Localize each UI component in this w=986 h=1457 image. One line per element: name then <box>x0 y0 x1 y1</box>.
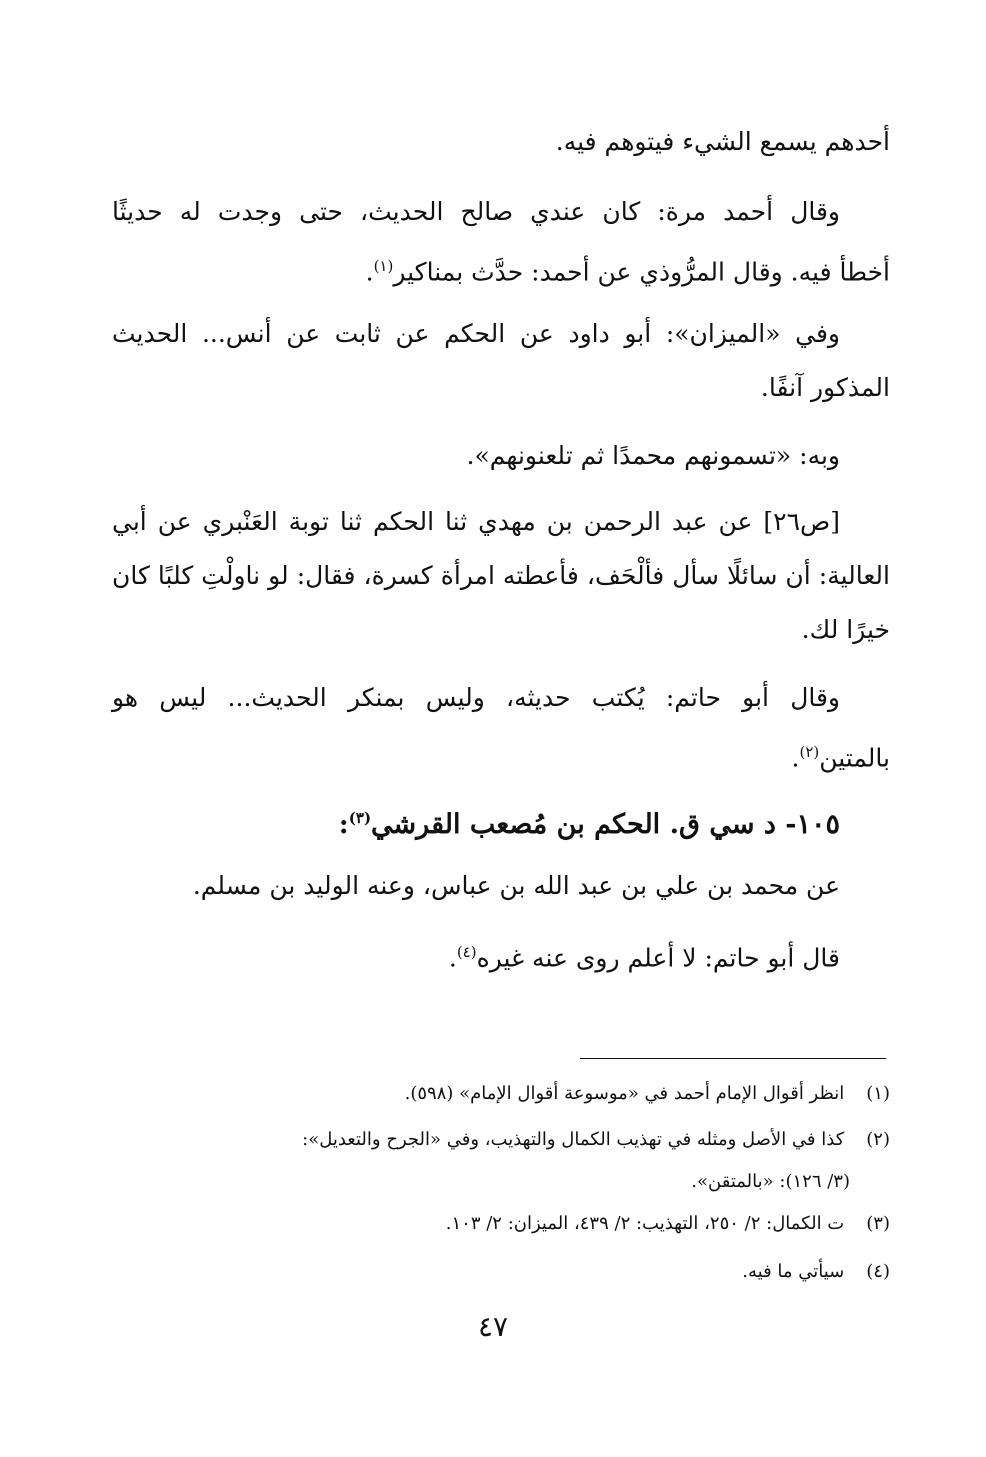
footnote-text: ت الكمال: ٢/ ٢٥٠، التهذيب: ٢/ ٤٣٩، الميزان: ٢/ ١٠٣. <box>445 1213 845 1234</box>
footnote-separator <box>580 1058 886 1059</box>
footnote-ref-1: (١) <box>373 257 394 275</box>
footnote-2-continued <box>96 1168 850 1196</box>
entry-line-1 <box>112 868 840 904</box>
entry-title <box>112 800 840 843</box>
body-line-6 <box>112 438 840 474</box>
body-line-9 <box>112 612 890 648</box>
body-line-1 <box>112 124 890 160</box>
entry-title-text: ١٠٥- د سي ق. الحكم بن مُصعب القرشي <box>371 809 840 840</box>
body-text-10: وقال أبو حاتم: يُكتب حديثه، وليس بمنكر الحديث... ليس هو <box>112 683 840 712</box>
entry-text-1: عن محمد بن علي بن عبد الله بن عباس، وعنه الوليد بن مسلم. <box>192 871 840 900</box>
body-line-5 <box>112 370 890 406</box>
body-text-9: خيرًا لك. <box>801 615 890 644</box>
footnote-number: (٤) <box>866 1261 890 1282</box>
footnote-ref-2: (٢) <box>799 743 820 761</box>
entry-title-tail: : <box>338 809 349 840</box>
body-text-2: وقال أحمد مرة: كان عندي صالح الحديث، حتى وجدت له حديثًا <box>112 197 840 226</box>
body-text-8: العالية: أن سائلًا سأل فألْحَف، فأعطته امرأة كسرة، فقال: لو ناولْتِ كلبًا كان <box>112 561 890 590</box>
footnote-2 <box>96 1126 890 1154</box>
body-text-3: أخطأ فيه. وقال المرُّوذي عن أحمد: حدَّث بمناكير <box>393 257 890 287</box>
footnote-text: (٣/ ١٢٦): «بالمتقن». <box>691 1171 850 1192</box>
footnote-4 <box>96 1258 890 1286</box>
body-text-6: وبه: «تسمونهم محمدًا ثم تلعنونهم». <box>466 441 840 470</box>
footnote-number: (١) <box>866 1083 890 1104</box>
body-text-4: وفي «الميزان»: أبو داود عن الحكم عن ثابت عن أنس... الحديث <box>112 319 840 348</box>
body-text-3-tail: . <box>365 257 374 287</box>
entry-text-2-tail: . <box>448 943 457 973</box>
footnote-ref-4: (٤) <box>456 943 477 961</box>
body-line-7 <box>112 504 840 540</box>
body-text-11-tail: . <box>791 743 800 773</box>
footnote-3 <box>96 1210 890 1238</box>
footnote-1 <box>96 1080 890 1108</box>
entry-text-2: قال أبو حاتم: لا أعلم روى عنه غيره <box>476 943 840 973</box>
footnote-ref-3: (٣) <box>348 809 372 827</box>
body-line-11 <box>112 734 890 776</box>
body-text-11: بالمتين <box>819 743 890 773</box>
footnote-text: انظر أقوال الإمام أحمد في «موسوعة أقوال الإمام» (٥٩٨). <box>404 1083 845 1104</box>
body-line-3 <box>112 248 890 290</box>
page-number: ٤٧ <box>477 1310 509 1343</box>
footnote-number: (٢) <box>866 1129 890 1150</box>
entry-line-2 <box>112 934 840 976</box>
body-line-10 <box>112 680 840 716</box>
body-text-7: [ص٢٦] عن عبد الرحمن بن مهدي ثنا الحكم ثنا توبة العَنْبري عن أبي <box>112 507 840 536</box>
body-text-5: المذكور آنفًا. <box>760 373 890 402</box>
footnote-text: سيأتي ما فيه. <box>742 1261 845 1282</box>
footnote-text: كذا في الأصل ومثله في تهذيب الكمال والتهذيب، وفي «الجرح والتعديل»: <box>302 1129 845 1150</box>
body-line-8 <box>112 558 890 594</box>
body-text-1: أحدهم يسمع الشيء فيتوهم فيه. <box>555 127 890 156</box>
body-line-4 <box>112 316 840 352</box>
footnote-number: (٣) <box>866 1213 890 1234</box>
body-line-2 <box>112 194 840 230</box>
